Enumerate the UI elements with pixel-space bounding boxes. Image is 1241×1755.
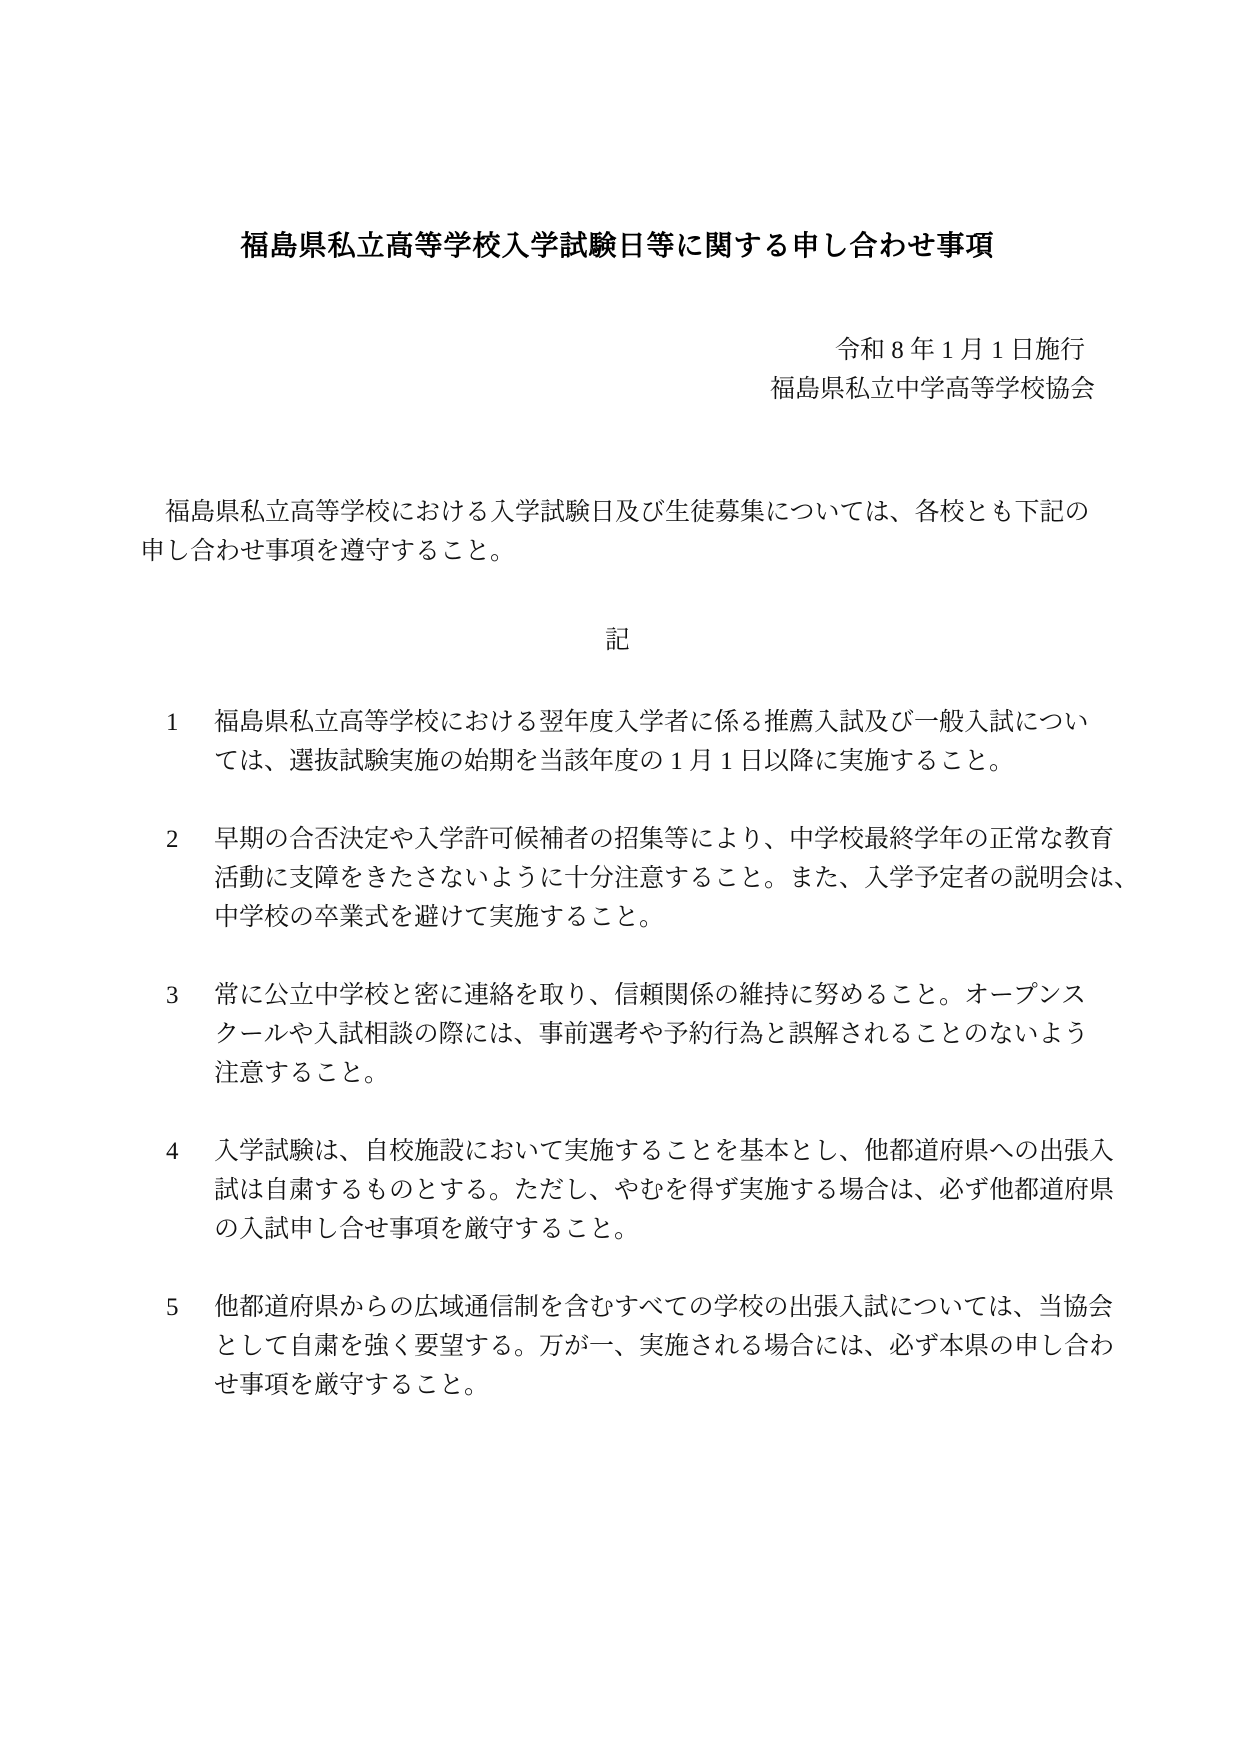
item-line: 常に公立中学校と密に連絡を取り、信頼関係の維持に努めること。オープンス [214,982,1087,1009]
item-line: 試は自粛するものとする。ただし、やむを得ず実施する場合は、必ず他都道府県 [214,1177,1115,1204]
item-text [214,1288,1114,1405]
item-line: として自粛を強く要望する。万が一、実施される場合には、必ず本県の申し合わ [214,1333,1115,1360]
item-line: 福島県私立高等学校における翌年度入学者に係る推薦入試及び一般入試につい [214,709,1089,736]
agreement-item-1 [140,703,1095,781]
item-line: 活動に支障をきたさないように十分注意すること。また、入学予定者の説明会は、 [214,865,1140,892]
intro-paragraph [140,493,1095,571]
item-line: 入学試験は、自校施設において実施することを基本とし、他都道府県への出張入 [214,1138,1115,1165]
intro-line-1: 福島県私立高等学校における入学試験日及び生徒募集については、各校とも下記の [140,499,1090,526]
item-line: せ事項を厳守すること。 [214,1372,490,1399]
body-marker: 記 [604,627,630,654]
item-line: クールや入試相談の際には、事前選考や予約行為と誤解されることのないよう [214,1021,1089,1048]
agreement-items-list [140,703,1140,1405]
item-line: 他都道府県からの広域通信制を含むすべての学校の出張入試については、当協会 [214,1294,1114,1321]
effective-date: 令和 8 年 1 月 1 日施行 [834,337,1085,364]
agreement-item-2 [140,820,1140,937]
item-text [214,703,1095,781]
item-text [214,976,1095,1093]
item-line: 注意すること。 [214,1060,390,1087]
document-title: 福島県私立高等学校入学試験日等に関する申し合わせ事項 [240,230,995,261]
item-number: 2 [166,826,179,853]
item-line: の入試申し合せ事項を厳守すること。 [214,1216,640,1243]
agreement-item-3 [140,976,1095,1093]
agreement-item-5 [140,1288,1115,1405]
item-number: 3 [166,982,179,1009]
item-text [214,820,1139,937]
item-number: 4 [166,1138,179,1165]
issuing-organization: 福島県私立中学高等学校協会 [769,376,1095,403]
item-line: 中学校の卒業式を避けて実施すること。 [214,904,665,931]
intro-line-2: 申し合わせ事項を遵守すること。 [140,538,516,565]
byline-block [140,331,1095,409]
agreement-item-4 [140,1132,1115,1249]
item-text [214,1132,1114,1249]
item-line: 早期の合否決定や入学許可候補者の招集等により、中学校最終学年の正常な教育 [214,826,1115,853]
item-number: 1 [166,709,179,736]
item-number: 5 [166,1294,179,1321]
item-line: ては、選抜試験実施の始期を当該年度の 1 月 1 日以降に実施すること。 [214,748,1015,775]
